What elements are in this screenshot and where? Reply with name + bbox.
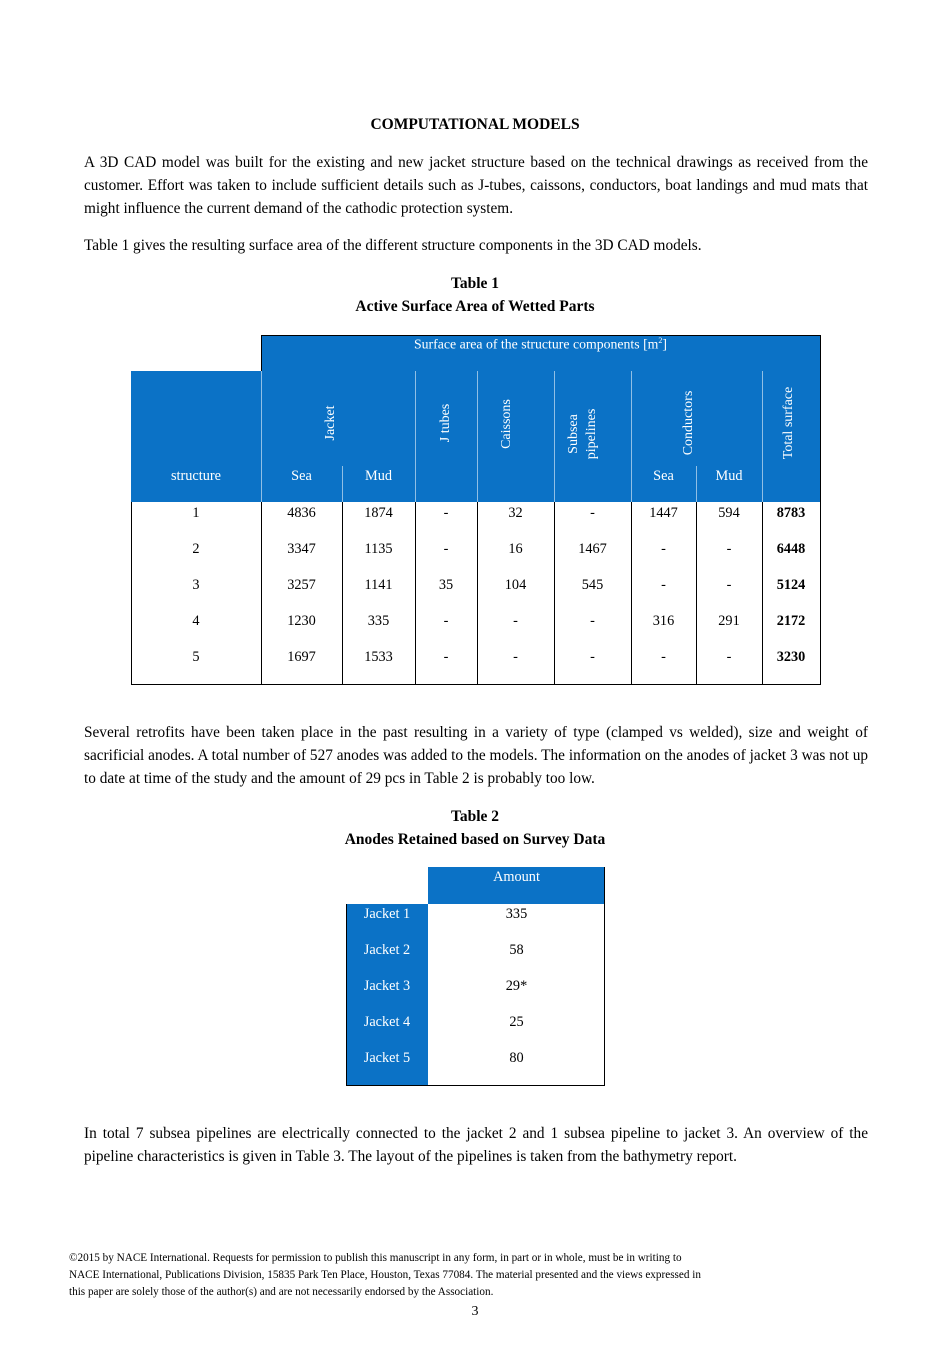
table1-cell-cond-sea: - <box>661 577 666 593</box>
table1-cell-caissons: - <box>513 649 518 665</box>
table2-row-amount: 335 <box>505 906 528 922</box>
table1-cell-jtubes: - <box>443 505 449 521</box>
table1-col-caissons: Caissons <box>499 399 514 449</box>
table2-caption-title: Anodes Retained based on Survey Data <box>344 831 606 848</box>
paragraph-intro: A 3D CAD model was built for the existing and new jacket structure based on the technical drawings as received from the customer. Effort was taken to include sufficient details such as J-tubes, caissons, conductors, boat landings and mud mats that might influence the current demand of the cathodic protection system. <box>84 154 868 217</box>
table1-cell-jacket-mud: 1874 <box>364 505 393 521</box>
table1-cell-caissons: 104 <box>504 577 527 593</box>
table1-cell-jacket-sea: 4836 <box>287 505 316 521</box>
table1-cell-subsea: - <box>590 649 595 665</box>
table1-cell-total: 3230 <box>776 649 806 665</box>
table1-caption-number: Table 1 <box>450 275 500 292</box>
table1-cell-caissons: 32 <box>508 505 523 521</box>
table2-row-label: Jacket 4 <box>363 1014 411 1030</box>
table1-cell-jacket-sea: 1230 <box>287 613 316 629</box>
table1-cell-cond-sea: - <box>661 649 666 665</box>
table2-row-amount: 58 <box>509 942 524 958</box>
table1-cell-caissons: - <box>513 613 518 629</box>
footer-line-2: NACE International, Publications Division, 15835 Park Ten Place, Houston, Texas 77084. The material presented and the views expressed in <box>69 1269 701 1281</box>
table1-cell-total: 6448 <box>776 541 806 557</box>
copyright-footer <box>69 1250 829 1301</box>
table1-cell-cond-mud: - <box>726 541 732 557</box>
table1-cell-jacket-mud: 1141 <box>364 577 393 593</box>
table1-cell-structure: 4 <box>192 613 200 629</box>
table1-col-conductors: Conductors <box>681 390 696 456</box>
table1-cell-total: 2172 <box>776 613 806 629</box>
table1-col-subsea: Subsea pipelines <box>566 408 599 460</box>
table1-cell-cond-mud: - <box>726 649 732 665</box>
table1-cell-cond-sea: 1447 <box>649 505 678 521</box>
table1-sub-jacket-sea: Sea <box>291 468 312 484</box>
table1-cell-structure: 3 <box>192 577 200 593</box>
table1-cell-cond-mud: - <box>726 577 732 593</box>
table1-sub-jacket-mud: Mud <box>364 468 392 484</box>
table1-sub-cond-mud: Mud <box>715 468 743 484</box>
section-title: COMPUTATIONAL MODELS <box>370 116 580 133</box>
table2-row-amount: 29* <box>505 978 528 994</box>
table1-cell-jtubes: - <box>443 613 449 629</box>
paragraph-pipelines: In total 7 subsea pipelines are electrically connected to the jacket 2 and 1 subsea pipeline to jacket 3. An overview of the pipeline characteristics is given in Table 3. The layout of the pipelines is taken from the bathymetry report. <box>84 1125 868 1165</box>
table1-cell-cond-mud: 594 <box>718 505 740 521</box>
table2-row-amount: 25 <box>509 1014 524 1030</box>
table1-cell-subsea: - <box>590 505 595 521</box>
table2-caption-number: Table 2 <box>450 808 500 825</box>
table1-cell-total: 8783 <box>776 505 806 521</box>
table1-col-jacket: Jacket <box>323 405 338 441</box>
paragraph-anodes: Several retrofits have been taken place in the past resulting in a variety of type (clamped vs welded), size and weight of sacrificial anodes. A total number of 527 anodes was added to the models. The information on the anodes of jacket 3 was not up to date at time of the study and the amount of 29 pcs in Table 2 is probably too low. <box>84 724 868 787</box>
table1-caption-title: Active Surface Area of Wetted Parts <box>355 298 595 315</box>
footer-line-3: this paper are solely those of the author(s) and are not necessarily endorsed by the Association. <box>69 1286 494 1298</box>
paragraph-table1-ref: Table 1 gives the resulting surface area of the different structure components in the 3D CAD models. <box>84 237 702 254</box>
table2-row-label: Jacket 3 <box>363 978 411 994</box>
table1-cell-subsea: 545 <box>581 577 604 593</box>
table1-col-total: Total surface <box>781 386 796 460</box>
table1-cell-jacket-sea: 1697 <box>287 649 316 665</box>
table1-cell-jtubes: - <box>443 649 449 665</box>
table1-cell-cond-mud: 291 <box>718 613 740 629</box>
table2-row-label: Jacket 2 <box>363 942 411 958</box>
table2-row-label: Jacket 1 <box>363 906 411 922</box>
table1-sub-structure: structure <box>170 468 222 484</box>
table1-cell-structure: 1 <box>192 505 200 521</box>
table2-header: Amount <box>493 869 540 885</box>
table1-cell-structure: 5 <box>192 649 200 665</box>
footer-line-1: ©2015 by NACE International. Requests for permission to publish this manuscript in any form, in part or in whole, must be in writing to <box>69 1252 682 1264</box>
table1-cell-subsea: - <box>590 613 595 629</box>
table1-cell-subsea: 1467 <box>578 541 607 557</box>
table1-cell-structure: 2 <box>192 541 200 557</box>
table1-cell-jtubes: 35 <box>438 577 454 593</box>
table1-sub-cond-sea: Sea <box>653 468 674 484</box>
table1-cell-jacket-sea: 3347 <box>287 541 316 557</box>
table1-cell-jacket-mud: 1533 <box>364 649 393 665</box>
table1-cell-total: 5124 <box>776 577 806 593</box>
table1-col-jtubes: J tubes <box>438 403 453 443</box>
table1-cell-cond-sea: 316 <box>652 613 675 629</box>
table1-cell-jacket-mud: 335 <box>367 613 390 629</box>
table1-cell-jacket-sea: 3257 <box>287 577 316 593</box>
table2-row-label: Jacket 5 <box>363 1050 411 1066</box>
table1-cell-cond-sea: - <box>661 541 666 557</box>
table1-cell-jacket-mud: 1135 <box>364 541 393 557</box>
page-number: 3 <box>471 1304 479 1319</box>
table1-cell-jtubes: - <box>443 541 449 557</box>
table1-cell-caissons: 16 <box>508 541 523 557</box>
table2-row-amount: 80 <box>509 1050 524 1066</box>
table1-super-header-text: Surface area of the structure components $[m^2]$ <box>413 336 668 352</box>
